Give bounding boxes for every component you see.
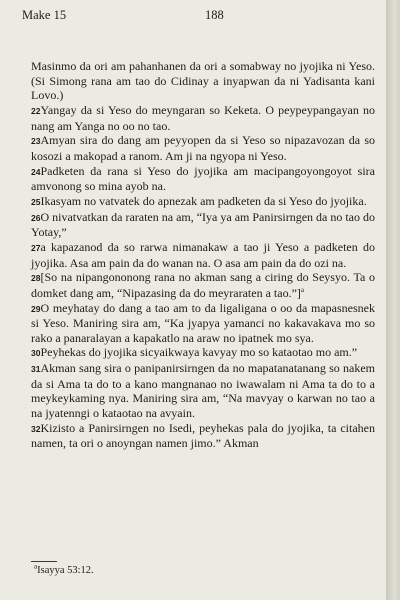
paragraph	[31, 194, 375, 210]
verse-number: 27	[31, 242, 41, 253]
verse-number: 31	[31, 364, 41, 375]
paragraph	[31, 270, 375, 300]
verse-text: Ikasyam no vatvatek do apnezak am padketen da si Yeso do jyojika.	[40, 193, 367, 208]
verse-number: 32	[31, 423, 41, 434]
verse-text: Padketen da rana si Yeso do jyojika am macipangoyongoyot sira amvonong so mina ayob na.	[31, 163, 375, 194]
paragraph	[31, 240, 375, 270]
verse-number: 28	[31, 273, 41, 284]
paragraph	[31, 133, 375, 163]
page-edge	[386, 0, 400, 600]
paragraph	[31, 103, 375, 133]
verse-text: Yangay da si Yeso do meyngaran so Keketa. O peypeypangayan no nang am Yanga no oo no tao.	[31, 102, 375, 133]
paragraph	[31, 59, 375, 103]
verse-number: 22	[31, 105, 41, 116]
paragraph	[31, 421, 375, 451]
paragraph	[31, 210, 375, 240]
verse-text: Amyan sira do dang am peyyopen da si Yeso so nipazavozan da so kosozi a makopad a ranom. Am ji na ngyopa ni Yeso.	[31, 133, 375, 163]
verse-text: [So na nipangononong rana no akman sang a ciring do Seysyo. Ta o domket dang am, “Nipazasing da do meyraraten a tao.”]	[31, 270, 375, 300]
verse-text: O nivatvatkan da raraten na am, “Iya ya am Panirsirngen da no tao do Yotay,”	[31, 209, 376, 240]
book-chapter-header: Make 15	[22, 8, 67, 22]
verse-text: O meyhatay do dang a tao am to da ligaligana o oo da mapasnesnek si Yeso. Maniring sira am, “Ka jyapya yamanci no kakavakava mo so rako a panaralayan a kapakatlo na araw no ipatnek mo sya.	[31, 300, 375, 345]
paragraph	[31, 164, 375, 194]
paragraph	[31, 345, 375, 361]
verse-text: Masinmo da ori am pahanhanen da ori a somabway no jyojika ni Yeso. (Si Simong rana am tao do Cidinay a inyapwan da ni Yadisanta kani Lovo.)	[31, 59, 375, 103]
page-number: 188	[205, 8, 224, 22]
verse-number: 26	[31, 212, 41, 223]
footnote	[34, 562, 94, 576]
verse-text: Kizisto a Panirsirngen no Isedi, peyhekas pala do jyojika, ta citahen namen, ta ori o anoyngan namen jimo.” Akman	[31, 420, 375, 451]
running-header	[22, 8, 364, 24]
paragraph	[31, 301, 375, 346]
scripture-text	[31, 59, 375, 451]
footnote-marker[interactable]: a	[300, 285, 304, 294]
verse-number: 30	[31, 348, 41, 359]
verse-text: a kapazanod da so rarwa nimanakaw a tao ji Yeso a padketen do jyojika. Asa am pain da do wanan na. O asa am pain da do ozi na.	[31, 239, 375, 270]
verse-text: Peyhekas do jyojika sicyaikwaya kavyay mo so kataotao mo am.”	[40, 345, 358, 360]
footnote-text: Isayya 53:12.	[37, 565, 94, 576]
verse-number: 25	[31, 196, 41, 207]
verse-number: 23	[31, 136, 41, 147]
verse-number: 29	[31, 303, 41, 314]
paragraph	[31, 361, 375, 421]
verse-number: 24	[31, 166, 41, 177]
footnote-mark: a	[34, 562, 38, 571]
verse-text: Akman sang sira o panipanirsirngen da no mapatanatanang so nakem da si Ama ta do to a kano mangnanao no iwawalam ni Ama ta do to a meykeykaming nya. Maniring sira am, “Na mavyay o karwan no tao a na jyatenngi o kataotao na avyain.	[31, 361, 375, 421]
